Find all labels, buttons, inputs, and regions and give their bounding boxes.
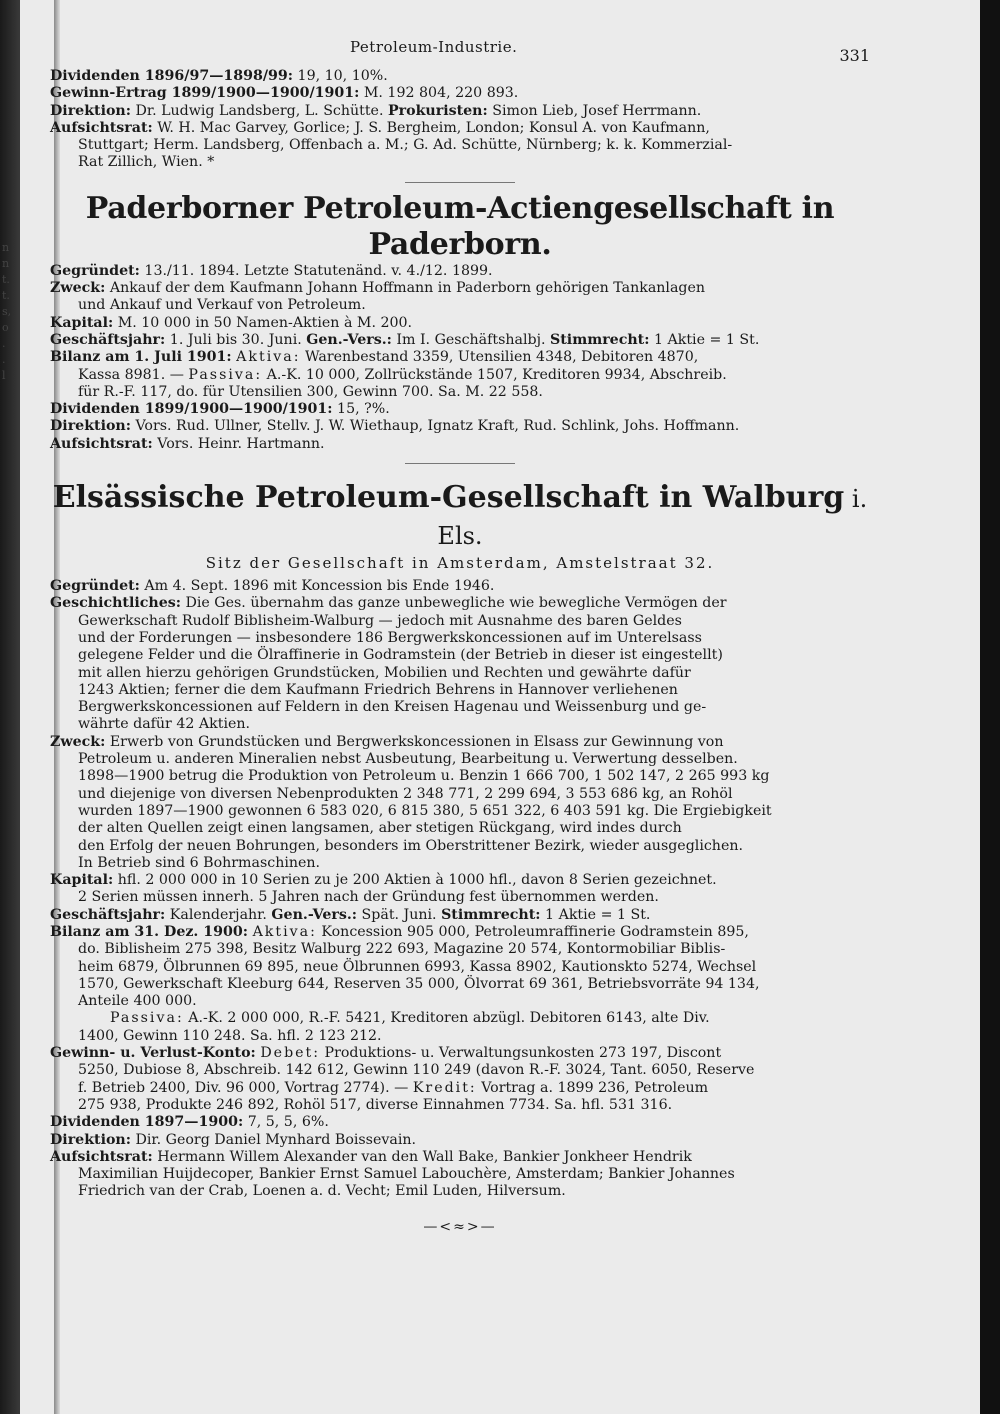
- entry-line: Gewerkschaft Rudolf Biblisheim-Walburg — jedoch mit Ausnahme des baren Geldes: [78, 612, 682, 629]
- entry-line: Zweck: Ankauf der dem Kaufmann Johann Hoffmann in Paderborn gehörigen Tankanlagen: [50, 280, 706, 297]
- entry-line: f. Betrieb 2400, Div. 96 000, Vortrag 2774). — Kredit: Vortrag a. 1899 236, Petroleum: [78, 1079, 709, 1096]
- entry-line: Kassa 8981. — Passiva: A.-K. 10 000, Zollrückstände 1507, Kreditoren 9934, Abschreib.: [78, 366, 727, 383]
- entry-line: und Ankauf und Verkauf von Petroleum.: [78, 297, 366, 314]
- section-divider: [405, 463, 515, 464]
- margin-mark: n: [2, 241, 10, 254]
- entry-line: Gegründet: Am 4. Sept. 1896 mit Koncession bis Ende 1946.: [50, 578, 495, 595]
- margin-mark: n: [2, 257, 10, 270]
- entry-line: 2 Serien müssen innerh. 5 Jahren nach der Gründung fest übernommen werden.: [78, 889, 659, 906]
- entry-line: Rat Zillich, Wien. *: [78, 154, 215, 171]
- paderborn-entry: [50, 191, 870, 453]
- margin-mark: .: [2, 337, 6, 350]
- entry-line: währte dafür 42 Aktien.: [78, 716, 251, 733]
- entry-line: Geschäftsjahr: 1. Juli bis 30. Juni. Gen.-Vers.: Im I. Geschäftshalbj. Stimmrecht: 1 Aktie = 1 St.: [50, 331, 760, 348]
- entry-line: Aufsichtsrat: W. H. Mac Garvey, Gorlice; J. S. Bergheim, London; Konsul A. von Kaufmann,: [50, 119, 710, 136]
- entry-line: und diejenige von diversen Nebenprodukten 2 348 771, 2 299 694, 3 553 686 kg, an Rohöl: [78, 785, 733, 802]
- running-header: [50, 38, 870, 68]
- entry-line: Friedrich van der Crab, Loenen a. d. Vecht; Emil Luden, Hilversum.: [78, 1183, 566, 1200]
- entry-line: Stuttgart; Herm. Landsberg, Offenbach a. M.; G. Ad. Schütte, Nürnberg; k. k. Kommerzial-: [78, 137, 733, 154]
- margin-mark: o: [2, 321, 9, 334]
- entry-line: 1898—1900 betrug die Produktion von Petroleum u. Benzin 1 666 700, 1 502 147, 2 265 993 kg: [78, 768, 770, 785]
- company-title-paderborn: Paderborner Petroleum-Actiengesellschaft in Paderborn.: [85, 190, 835, 262]
- entry-line: do. Biblisheim 275 398, Besitz Walburg 222 693, Magazine 20 574, Kontormobiliar Biblis-: [78, 941, 726, 958]
- page-content: [50, 38, 870, 1235]
- entry-line: der alten Quellen zeigt einen langsamen, aber stetigen Rückgang, wird indes durch: [78, 820, 682, 837]
- end-ornament: —<≈>—: [423, 1218, 497, 1235]
- company-seat: Sitz der Gesellschaft in Amsterdam, Amstelstraat 32.: [205, 554, 715, 573]
- entry-line: Geschäftsjahr: Kalenderjahr. Gen.-Vers.: Spät. Juni. Stimmrecht: 1 Aktie = 1 St.: [50, 906, 651, 923]
- entry-line: Bergwerkskoncessionen auf Feldern in den Kreisen Hagenau und Weissenburg und ge-: [78, 699, 707, 716]
- entry-line: Geschichtliches: Die Ges. übernahm das ganze unbewegliche wie bewegliche Vermögen der: [50, 595, 727, 612]
- entry-line: 275 938, Produkte 246 892, Rohöl 517, diverse Einnahmen 7734. Sa. hfl. 531 316.: [78, 1096, 673, 1113]
- entry-line: Dividenden 1897—1900: 7, 5, 5, 6%.: [50, 1114, 329, 1131]
- entry-line: mit allen hierzu gehörigen Grundstücken, Mobilien und Rechten und gewährte dafür: [78, 664, 691, 681]
- entry-line: Petroleum u. anderen Mineralien nebst Ausbeutung, Bearbeitung u. Verwertung desselben.: [78, 751, 738, 768]
- entry-line: In Betrieb sind 6 Bohrmaschinen.: [78, 854, 321, 871]
- running-head-title: Petroleum-Industrie.: [350, 38, 518, 56]
- prev-entry: [50, 68, 870, 172]
- entry-line: Bilanz am 1. Juli 1901: Aktiva: Warenbestand 3359, Utensilien 4348, Debitoren 4870,: [50, 349, 699, 366]
- document-page: [2, 0, 980, 1414]
- entry-line: Dividenden 1899/1900—1900/1901: 15, ?%.: [50, 401, 390, 418]
- entry-line: 1243 Aktien; ferner die dem Kaufmann Friedrich Behrens in Hannover verliehenen: [78, 681, 678, 698]
- entry-line: Kapital: M. 10 000 in 50 Namen-Aktien à M. 200.: [50, 314, 413, 331]
- entry-line: den Erfolg der neuen Bohrungen, besonders im Oberstrittener Bezirk, wieder ausgeglichen.: [78, 837, 743, 854]
- entry-line: 1400, Gewinn 110 248. Sa. hfl. 2 123 212.: [78, 1027, 382, 1044]
- entry-line: Direktion: Vors. Rud. Ullner, Stellv. J. W. Wiethaup, Ignatz Kraft, Rud. Schlink, Johs. Hoffmann.: [50, 418, 740, 435]
- margin-mark: .: [2, 353, 6, 366]
- margin-mark: t.: [2, 289, 10, 302]
- company-title-elsass: Elsässische Petroleum-Gesellschaft in Walburg i. Els.: [52, 480, 868, 551]
- entry-line: gelegene Felder und die Ölraffinerie in Godramstein (der Betrieb in dieser ist eingestellt): [78, 647, 723, 664]
- margin-mark: l: [2, 369, 6, 382]
- entry-line: Zweck: Erwerb von Grundstücken und Bergwerkskoncessionen in Elsass zur Gewinnung von: [50, 733, 724, 750]
- entry-line: Gegründet: 13./11. 1894. Letzte Statutenänd. v. 4./12. 1899.: [50, 262, 493, 279]
- entry-line: Aufsichtsrat: Hermann Willem Alexander van den Wall Bake, Bankier Jonkheer Hendrik: [50, 1148, 692, 1165]
- entry-line: Kapital: hfl. 2 000 000 in 10 Serien zu je 200 Aktien à 1000 hfl., davon 8 Serien gezeichnet.: [50, 872, 717, 889]
- entry-line: Direktion: Dr. Ludwig Landsberg, L. Schütte. Prokuristen: Simon Lieb, Josef Herrmann.: [50, 102, 702, 119]
- margin-mark: s,: [2, 305, 12, 318]
- entry-line: Gewinn- u. Verlust-Konto: Debet: Produktions- u. Verwaltungsunkosten 273 197, Discont: [50, 1045, 722, 1062]
- entry-line: 1570, Gewerkschaft Kleeburg 644, Reserven 35 000, Ölvorrat 69 361, Betriebsvorräte 94 134,: [78, 975, 760, 992]
- margin-marks: [2, 240, 18, 384]
- section-divider: [405, 182, 515, 183]
- page-number: 331: [839, 46, 870, 65]
- margin-mark: t.: [2, 273, 10, 286]
- entry-line: Dividenden 1896/97—1898/99: 19, 10, 10%.: [50, 68, 388, 84]
- entry-line: für R.-F. 117, do. für Utensilien 300, Gewinn 700. Sa. M. 22 558.: [78, 383, 543, 400]
- entry-line: Gewinn-Ertrag 1899/1900—1900/1901: M. 192 804, 220 893.: [50, 85, 519, 102]
- entry-line: Bilanz am 31. Dez. 1900: Aktiva: Koncession 905 000, Petroleumraffinerie Godramstein 895,: [50, 923, 749, 940]
- entry-line: und der Forderungen — insbesondere 186 Bergwerkskoncessionen auf im Unterelsass: [78, 629, 702, 646]
- entry-line: wurden 1897—1900 gewonnen 6 583 020, 6 815 380, 5 651 322, 6 403 591 kg. Die Ergiebigkeit: [78, 802, 772, 819]
- elsass-entry: [50, 480, 870, 1201]
- entry-line: Direktion: Dir. Georg Daniel Mynhard Boissevain.: [50, 1131, 417, 1148]
- entry-line: Aufsichtsrat: Vors. Heinr. Hartmann.: [50, 435, 325, 452]
- entry-line: Passiva: A.-K. 2 000 000, R.-F. 5421, Kreditoren abzügl. Debitoren 6143, alte Div.: [110, 1010, 710, 1027]
- entry-line: 5250, Dubiose 8, Abschreib. 142 612, Gewinn 110 249 (davon R.-F. 3024, Tant. 6050, Reserve: [78, 1062, 755, 1079]
- entry-line: Anteile 400 000.: [78, 993, 197, 1010]
- entry-line: Maximilian Huijdecoper, Bankier Ernst Samuel Labouchère, Amsterdam; Bankier Johannes: [78, 1166, 735, 1183]
- entry-line: heim 6879, Ölbrunnen 69 895, neue Ölbrunnen 6993, Kassa 8902, Kautionskto 5274, Wechsel: [78, 958, 757, 975]
